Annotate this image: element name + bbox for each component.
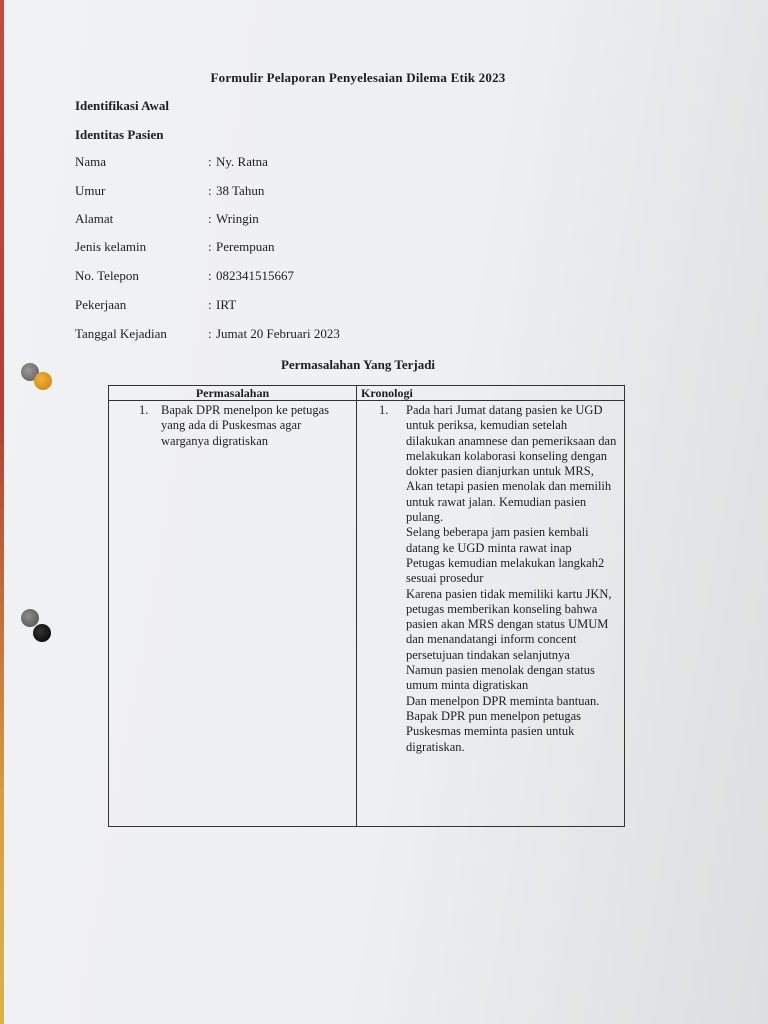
field-value: 082341515667 <box>216 268 294 283</box>
section-initial-identification: Identifikasi Awal <box>75 98 170 113</box>
punch-hole-dark <box>33 624 51 642</box>
chronology-paragraph: Petugas kemudian melakukan langkah2 sesuai prosedur <box>406 555 605 586</box>
section-patient-identity: Identitas Pasien <box>75 127 164 142</box>
field-label: Tanggal Kejadian <box>75 326 167 341</box>
page-edge-shadow <box>0 0 4 1024</box>
field-colon: : <box>208 154 212 169</box>
field-colon: : <box>208 239 212 254</box>
field-value: Jumat 20 Februari 2023 <box>216 326 340 341</box>
problem-cell <box>109 401 357 827</box>
column-header-chronology: Kronologi <box>357 386 625 401</box>
field-value: 38 Tahun <box>216 183 265 198</box>
chronology-paragraph: Karena pasien tidak memiliki kartu JKN, petugas memberikan konseling bahwa pasien akan MRS dengan status UMUM dan menandatangi inform concent persetujuan tindakan selanjutnya <box>406 586 612 662</box>
field-value: Perempuan <box>216 239 275 254</box>
chronology-paragraph: Pada hari Jumat datang pasien ke UGD untuk periksa, kemudian setelah dilakukan anamnese dan pemeriksaan dan melakukan kolaborasi konseling dengan dokter pasien dianjurkan untuk MRS, Akan tetapi pasien menolak dan memilih untuk rawat jalan. Kemudian pasien pulang. <box>406 403 617 525</box>
field-colon: : <box>208 211 212 226</box>
field-value: Ny. Ratna <box>216 154 268 169</box>
form-title: Formulir Pelaporan Penyelesaian Dilema Etik 2023 <box>210 70 506 85</box>
problem-text: Bapak DPR menelpon ke petugas yang ada di Puskesmas agar warganya digratiskan <box>161 403 330 448</box>
chronology-paragraph: Selang beberapa jam pasien kembali datang ke UGD minta rawat inap <box>406 525 589 555</box>
problems-title: Permasalahan Yang Terjadi <box>280 357 436 372</box>
field-label: Alamat <box>75 211 114 226</box>
field-colon: : <box>208 297 212 312</box>
table-row <box>109 401 625 827</box>
punch-hole-grey-bottom <box>21 609 39 627</box>
chronology-paragraph: Bapak DPR pun menelpon petugas Puskesmas meminta pasien untuk digratiskan. <box>406 708 581 754</box>
punch-hole-orange <box>34 372 52 390</box>
field-colon: : <box>208 183 212 198</box>
field-label: Jenis kelamin <box>75 239 147 254</box>
chronology-paragraph: Dan menelpon DPR meminta bantuan. <box>406 693 600 708</box>
list-number: 1. <box>139 403 149 417</box>
field-colon: : <box>208 326 212 341</box>
field-label: No. Telepon <box>75 268 139 283</box>
list-number: 1. <box>379 403 389 417</box>
field-label: Pekerjaan <box>75 297 127 312</box>
chronology-paragraph: Namun pasien menolak dengan status umum minta digratiskan <box>406 663 595 693</box>
field-label: Nama <box>75 154 107 169</box>
problems-table <box>108 385 625 827</box>
column-header-problem: Permasalahan <box>109 386 357 401</box>
field-value: Wringin <box>216 211 259 226</box>
chronology-text <box>406 403 618 755</box>
field-colon: : <box>208 268 212 283</box>
chronology-cell <box>357 401 625 827</box>
field-label: Umur <box>75 183 106 198</box>
table-header-row <box>109 386 625 401</box>
field-value: IRT <box>216 297 237 312</box>
